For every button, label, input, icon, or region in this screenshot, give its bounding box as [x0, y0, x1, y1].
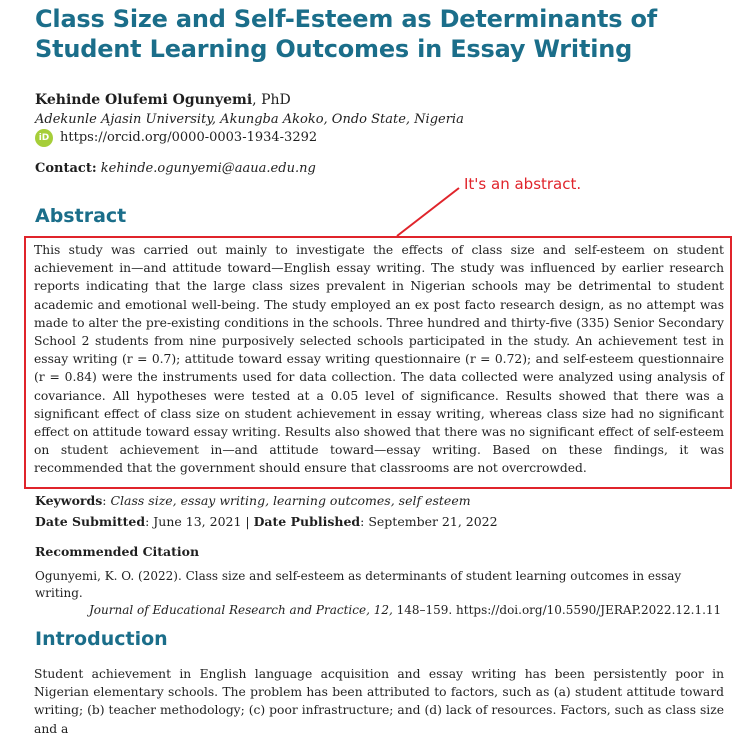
citation-line2	[35, 602, 725, 619]
author-degree: , PhD	[252, 92, 291, 108]
author-name: Kehinde Olufemi Ogunyemi	[35, 92, 253, 108]
keywords-label: Keywords	[35, 493, 103, 508]
abstract-heading: Abstract	[35, 205, 127, 227]
keywords-value: Class size, essay writing, learning outcomes, self esteem	[110, 493, 471, 508]
contact-label: Contact:	[35, 161, 97, 176]
citation-text	[35, 568, 725, 619]
contact-line	[35, 160, 316, 178]
paper-title: Class Size and Self-Esteem as Determinants of Student Learning Outcomes in Essay Writing	[35, 5, 657, 63]
keywords-line	[35, 492, 471, 509]
citation-line1: Ogunyemi, K. O. (2022). Class size and self-esteem as determinants of student learning outcomes in essay writing.	[35, 569, 682, 600]
dates-line	[35, 513, 498, 530]
date-published-label: Date Published	[253, 514, 361, 529]
orcid-line	[35, 129, 317, 147]
contact-email[interactable]: kehinde.ogunyemi@aaua.edu.ng	[100, 161, 316, 176]
annotation-label: It's an abstract.	[464, 175, 582, 193]
author-line	[35, 91, 291, 109]
abstract-text: This study was carried out mainly to investigate the effects of class size and self-esteem on student achievement in—and attitude toward—English essay writing. The study was influenced by earlier research reports indicating that the large class sizes prevalent in Nigerian schools may be detrimental to student academic and emotional well-being. The study employed an ex post facto research design, as no attempt was made to alter the pre-existing conditions in the schools. Three hundred and thirty-five (335) Senior Secondary School 2 students from nine purposively selected schools participated in the study. An achievement test in essay writing (r = 0.7); attitude toward essay writing questionnaire (r = 0.72); and self-esteem questionnaire (r = 0.84) were the instruments used for data collection. The data collected were analyzed using analysis of covariance. All hypotheses were tested at a 0.05 level of significance. Results showed that there was a significant effect of class size on student achievement in essay writing, whereas class size had no significant effect on attitude toward essay writing. Results also showed that there was no significant effect of self-esteem on student achievement in—and attitude toward—essay writing. Based on these findings, it was recommended that the government should ensure that classrooms are not overcrowded.	[34, 243, 724, 476]
citation-heading: Recommended Citation	[35, 544, 200, 559]
date-submitted-value: : June 13, 2021 |	[145, 514, 254, 529]
keywords-colon: :	[102, 493, 111, 508]
citation-journal: Journal of Educational Research and Practice, 12,	[89, 603, 393, 617]
orcid-icon: iD	[35, 129, 53, 147]
introduction-text: Student achievement in English language acquisition and essay writing has been persistently poor in Nigerian elementary schools. The problem has been attributed to factors, such as (a) student attitude toward writing; (b) teacher methodology; (c) poor infrastructure; and (d) lack of resources. Factors, such as class size and a	[34, 667, 724, 736]
date-published-value: : September 21, 2022	[360, 514, 498, 529]
author-affiliation: Adekunle Ajasin University, Akungba Akoko, Ondo State, Nigeria	[35, 112, 464, 127]
orcid-link[interactable]: https://orcid.org/0000-0003-1934-3292	[60, 130, 318, 145]
date-submitted-label: Date Submitted	[35, 514, 146, 529]
introduction-heading: Introduction	[35, 628, 168, 650]
citation-rest[interactable]: 148–159. https://doi.org/10.5590/JERAP.2022.12.1.11	[392, 603, 722, 617]
